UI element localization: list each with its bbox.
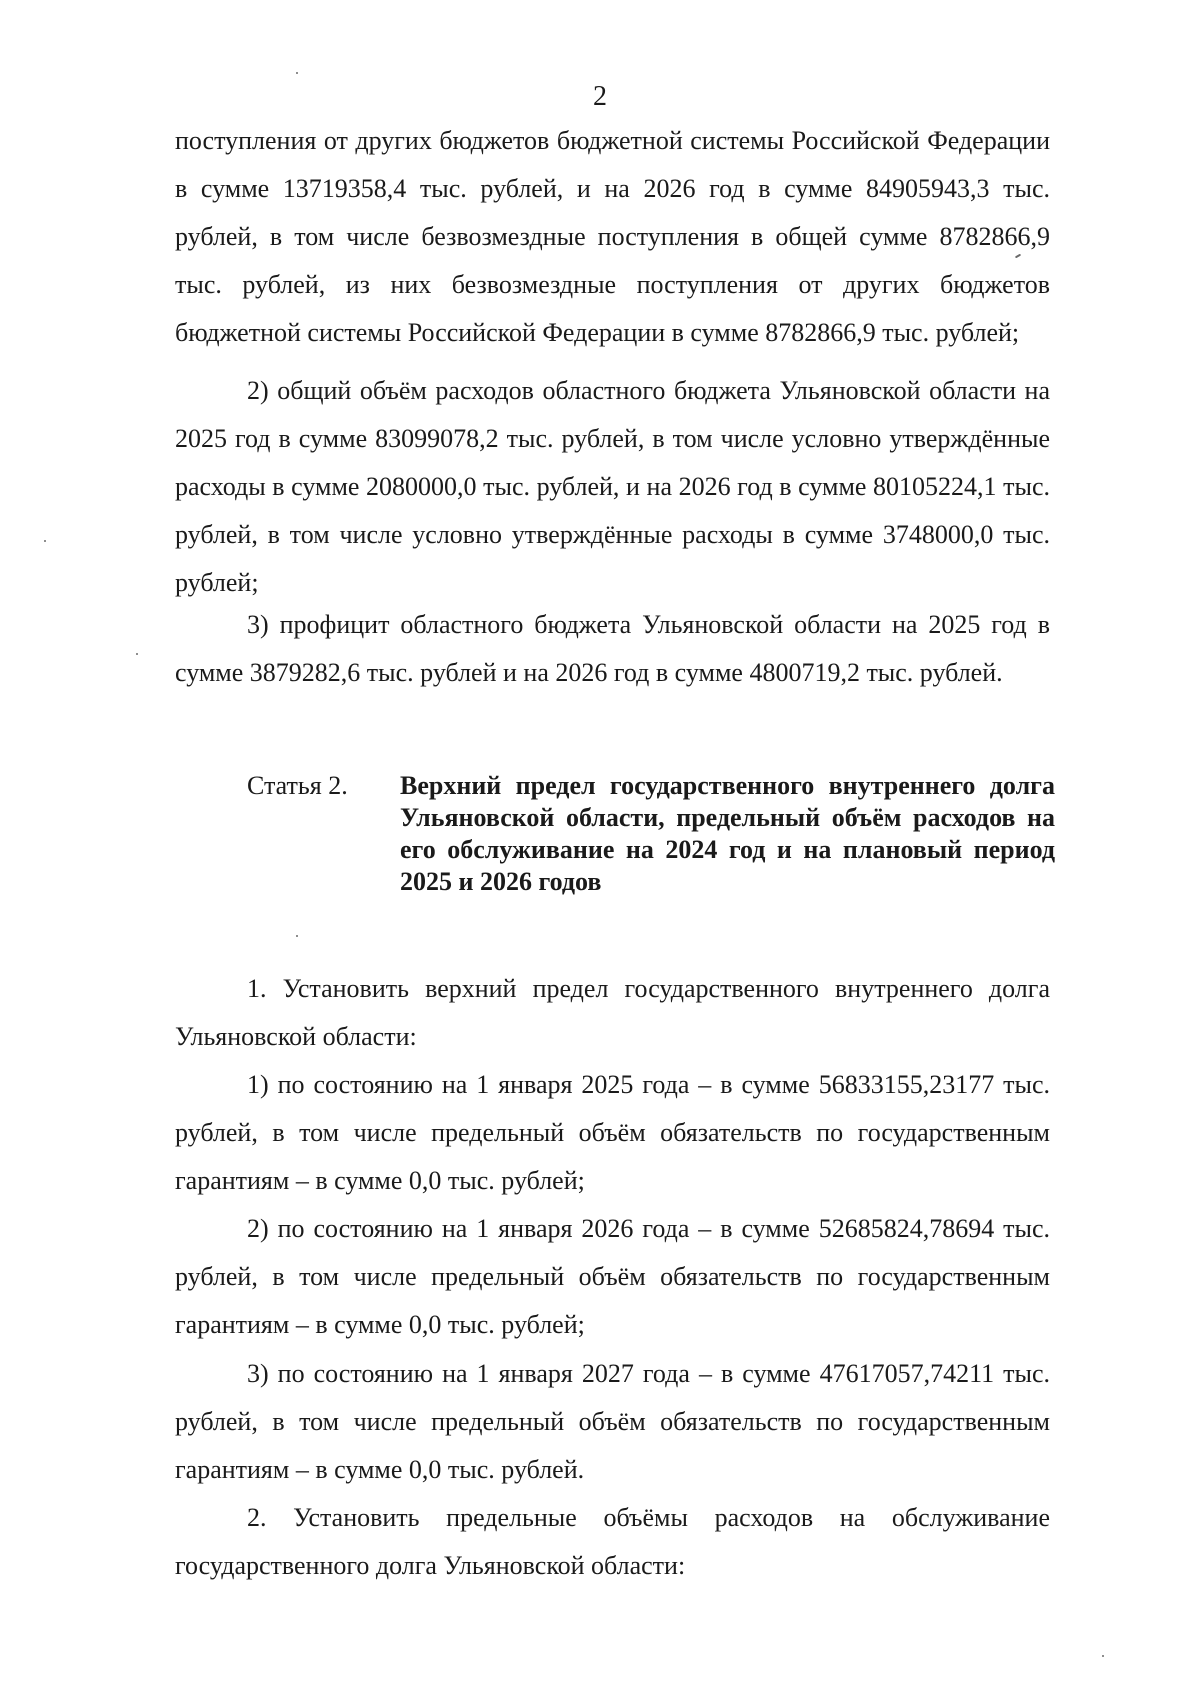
paragraph-text: 2) по состоянию на 1 января 2026 года – в сумме 52685824,78694 тыс. рублей, в том числе предельный объём обязательств по государственным гарантиям – в сумме 0,0 тыс. рублей; [175, 1214, 1050, 1339]
article-heading [175, 770, 1055, 920]
paragraph-servicing-limits [175, 1494, 1050, 1590]
page-number: 2 [593, 81, 607, 112]
paragraph-debt-2027 [175, 1350, 1050, 1494]
paragraph-expenditure [175, 367, 1050, 607]
paragraph-debt-limit-intro [175, 965, 1050, 1061]
paragraph-text: 1) по состоянию на 1 января 2025 года – в сумме 56833155,23177 тыс. рублей, в том числе предельный объём обязательств по государственным гарантиям – в сумме 0,0 тыс. рублей; [175, 1070, 1050, 1195]
paragraph-text: 2) общий объём расходов областного бюджета Ульяновской области на 2025 год в сумме 83099078,2 тыс. рублей, в том числе условно утверждённые расходы в сумме 2080000,0 тыс. рублей, и на 2026 год в сумме 80105224,1 тыс. рублей, в том числе условно утверждённые расходы в сумме 3748000,0 тыс. рублей; [175, 376, 1050, 597]
paragraph-revenue-continuation [175, 117, 1050, 357]
scan-speck [136, 653, 138, 655]
paragraph-surplus [175, 601, 1050, 697]
scan-speck [44, 540, 46, 542]
scan-speck [296, 935, 298, 937]
scan-speck [1102, 1655, 1104, 1657]
paragraph-debt-2026 [175, 1205, 1050, 1349]
paragraph-text: 2. Установить предельные объёмы расходов на обслуживание государственного долга Ульяновской области: [175, 1503, 1050, 1580]
article-title: Верхний предел государственного внутреннего долга Ульяновской области, предельный объём расходов на его обслуживание на 2024 год и на плановый период 2025 и 2026 годов [400, 771, 1055, 896]
scan-speck [296, 72, 298, 74]
article-label: Статья 2. [247, 771, 348, 800]
paragraph-text: поступления от других бюджетов бюджетной системы Российской Федерации в сумме 13719358,4 тыс. рублей, и на 2026 год в сумме 84905943,3 тыс. рублей, в том числе безвозмездные поступления в общей сумме 8782866,9 тыс. рублей, из них безвозмездные поступления от других бюджетов бюджетной системы Российской Федерации в сумме 8782866,9 тыс. рублей; [175, 126, 1050, 347]
paragraph-text: 3) по состоянию на 1 января 2027 года – в сумме 47617057,74211 тыс. рублей, в том числе предельный объём обязательств по государственным гарантиям – в сумме 0,0 тыс. рублей. [175, 1359, 1050, 1484]
paragraph-text: 3) профицит областного бюджета Ульяновской области на 2025 год в сумме 3879282,6 тыс. рублей и на 2026 год в сумме 4800719,2 тыс. рублей. [175, 610, 1050, 687]
paragraph-text: 1. Установить верхний предел государственного внутреннего долга Ульяновской области: [175, 974, 1050, 1051]
paragraph-debt-2025 [175, 1061, 1050, 1205]
